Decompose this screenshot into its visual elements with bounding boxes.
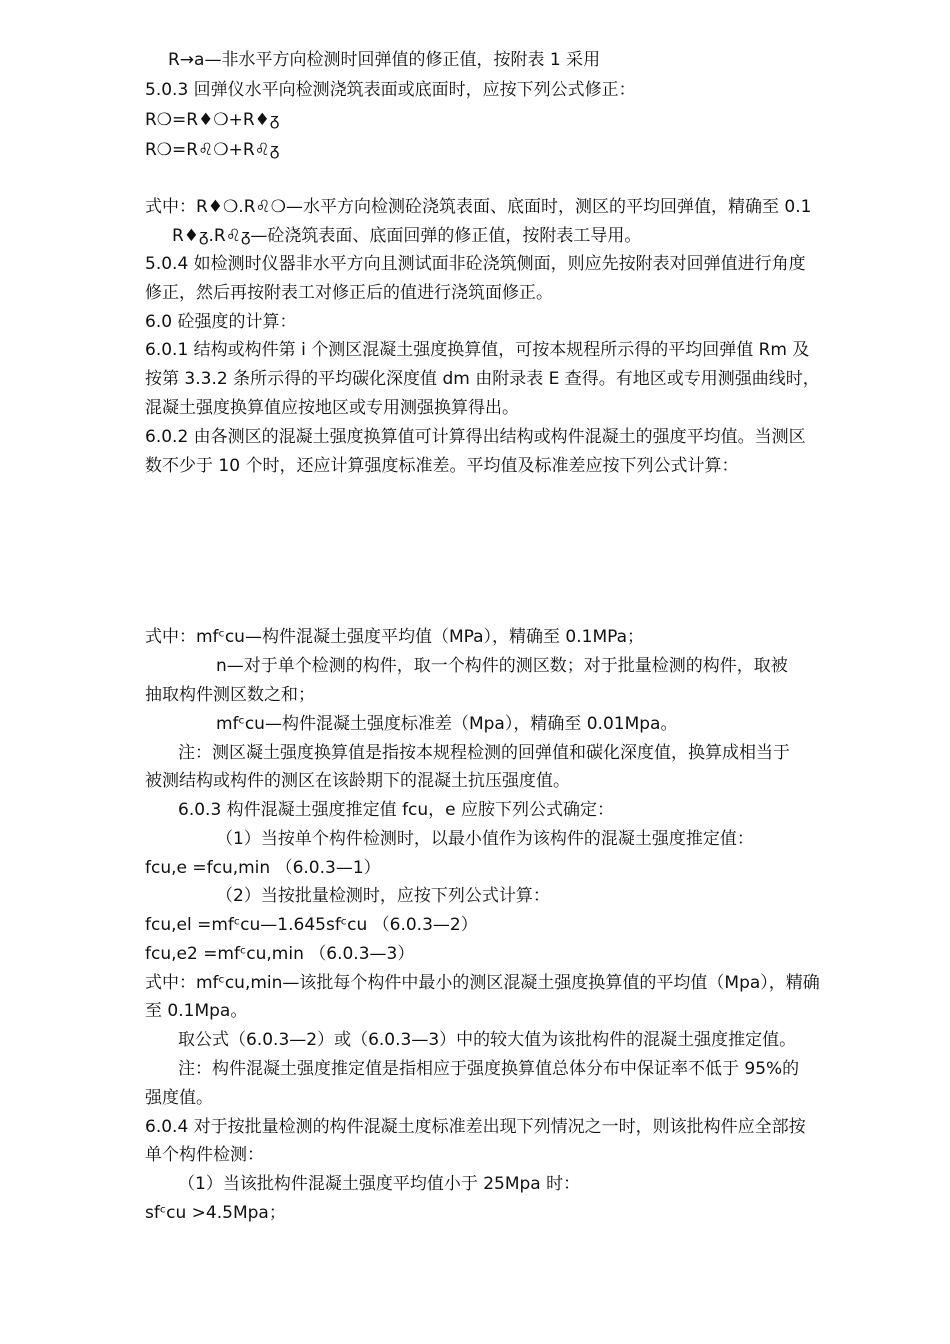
text-line: （1）当按单个构件检测时，以最小值作为该构件的混凝土强度推定值： <box>216 829 754 849</box>
text-line: （2）当按批量检测时，应按下列公式计算： <box>216 886 550 906</box>
text-line: mfᶜcu—构件混凝土强度标准差（Mpa），精确至 0.01Mpa。 <box>216 714 678 734</box>
text-line: 式中：R♦❍.R♌❍—水平方向检测砼浇筑表面、底面时，测区的平均回弹值，精确至 0.1 <box>145 197 812 217</box>
note-line: 被测结构或构件的测区在该龄期下的混凝土抗压强度值。 <box>145 771 570 791</box>
text-line: 式中：mfᶜcu,min—该批每个构件中最小的测区混凝土强度换算值的平均值（Mpa），精确 <box>145 973 820 993</box>
text-line: 至 0.1Mpa。 <box>145 1001 248 1021</box>
text-line: R♦ᵹ.R♌ᵹ—砼浇筑表面、底面回弹的修正值，按附表工导用。 <box>172 226 642 246</box>
formula-line: R❍=R♌❍+R♌ᵹ <box>145 140 280 160</box>
text-line: 6.0.1 结构或构件第 i 个测区混凝土强度换算值，可按本规程所示得的平均回弹值 Rm 及 <box>145 340 810 360</box>
text-line: （1）当该批构件混凝土强度平均值小于 25Mpa 时： <box>178 1174 581 1194</box>
formula-line: fcu,e2 =mfᶜcu,min （6.0.3—3） <box>145 944 415 964</box>
text-line: 单个构件检测： <box>145 1145 264 1165</box>
text-line: 5.0.4 如检测时仪器非水平方向且测试面非砼浇筑侧面，则应先按附表对回弹值进行角度 <box>145 254 806 274</box>
text-line: R→a—非水平方向检测时回弹值的修正值，按附表 1 采用 <box>168 50 601 70</box>
note-line: 注：测区凝土强度换算值是指按本规程检测的回弹值和碳化深度值，换算成相当于 <box>178 743 790 763</box>
text-line: 数不少于 10 个时，还应计算强度标准差。平均值及标准差应按下列公式计算： <box>145 456 739 476</box>
text-line: 6.0.3 构件混凝土强度推定值 fcu，e 应胺下列公式确定： <box>178 800 615 820</box>
formula-line: sfᶜcu >4.5Mpa； <box>145 1203 286 1223</box>
formula-line: R❍=R♦❍+R♦ᵹ <box>145 110 280 130</box>
text-line: 5.0.3 回弹仪水平向检测浇筑表面或底面时，应按下列公式修正： <box>145 80 636 100</box>
note-line: 注：构件混凝土强度推定值是指相应于强度换算值总体分布中保证率不低于 95%的 <box>178 1059 800 1079</box>
text-line: 修正，然后再按附表工对修正后的值进行浇筑面修正。 <box>145 283 553 303</box>
text-line: 式中：mfᶜcu—构件混凝土强度平均值（MPa），精确至 0.1MPa； <box>145 627 645 647</box>
text-line: 抽取构件测区数之和； <box>145 685 315 705</box>
text-line: 取公式（6.0.3—2）或（6.0.3—3）中的较大值为该批构件的混凝土强度推定值。 <box>178 1030 797 1050</box>
text-line: 6.0.2 由各测区的混凝土强度换算值可计算得出结构或构件混凝土的强度平均值。当测区 <box>145 427 806 447</box>
text-line: n—对于单个检测的构件，取一个构件的测区数；对于批量检测的构件，取被 <box>216 656 788 676</box>
formula-line: fcu,el =mfᶜcu—1.645sfᶜcu （6.0.3—2） <box>145 915 478 935</box>
section-heading: 6.0 砼强度的计算： <box>145 312 297 332</box>
formula-line: fcu,e =fcu,min （6.0.3—1） <box>145 858 381 878</box>
note-line: 强度值。 <box>145 1088 213 1108</box>
text-line: 按第 3.3.2 条所示得的平均碳化深度值 dm 由附录表 E 查得。有地区或专用测强曲线时， <box>145 369 820 389</box>
text-line: 6.0.4 对于按批量检测的构件混凝土度标准差出现下列情况之一时，则该批构件应全部按 <box>145 1117 806 1137</box>
text-line: 混凝土强度换算值应按地区或专用测强换算得出。 <box>145 398 519 418</box>
